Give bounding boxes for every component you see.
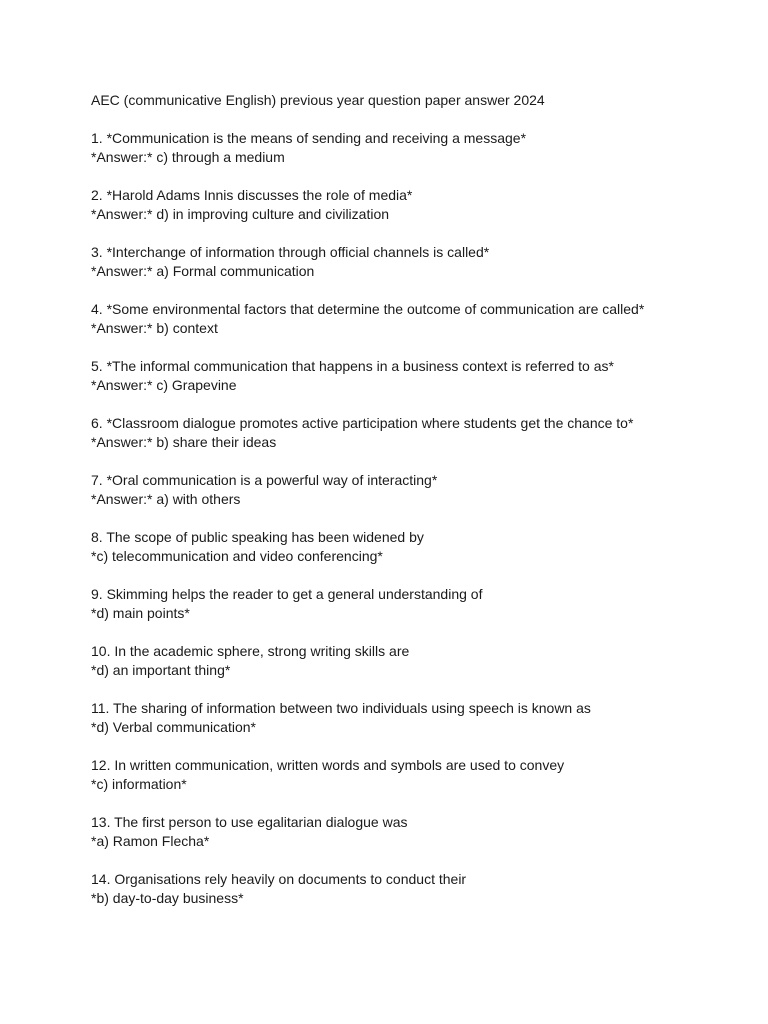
- question-text: 11. The sharing of information between two individuals using speech is known as: [91, 700, 591, 716]
- qa-item: [91, 357, 728, 395]
- question-text: 12. In written communication, written words and symbols are used to convey: [91, 757, 565, 773]
- qa-item: [91, 300, 728, 338]
- answer-text: *c) information*: [91, 776, 187, 792]
- qa-item: [91, 528, 728, 566]
- answer-text: *Answer:* a) Formal communication: [91, 263, 315, 279]
- answer-text: *Answer:* b) share their ideas: [91, 434, 277, 450]
- answer-text: *d) Verbal communication*: [91, 719, 256, 735]
- answer-text: *c) telecommunication and video conferencing*: [91, 548, 383, 564]
- document-page: [91, 91, 728, 927]
- question-text: 13. The first person to use egalitarian dialogue was: [91, 814, 408, 830]
- qa-item: [91, 243, 728, 281]
- question-text: 10. In the academic sphere, strong writing skills are: [91, 643, 410, 659]
- answer-text: *Answer:* d) in improving culture and civilization: [91, 206, 390, 222]
- question-text: 4. *Some environmental factors that determine the outcome of communication are called*: [91, 301, 645, 317]
- answer-text: *Answer:* a) with others: [91, 491, 241, 507]
- document-title: AEC (communicative English) previous year question paper answer 2024: [91, 92, 545, 108]
- answer-text: *d) an important thing*: [91, 662, 231, 678]
- answer-text: *Answer:* c) through a medium: [91, 149, 285, 165]
- answer-text: *Answer:* b) context: [91, 320, 218, 336]
- question-text: 14. Organisations rely heavily on documents to conduct their: [91, 871, 467, 887]
- answer-text: *Answer:* c) Grapevine: [91, 377, 237, 393]
- answer-text: *a) Ramon Flecha*: [91, 833, 210, 849]
- qa-item: [91, 414, 728, 452]
- question-text: 1. *Communication is the means of sending and receiving a message*: [91, 130, 527, 146]
- question-text: 8. The scope of public speaking has been widened by: [91, 529, 424, 545]
- question-text: 9. Skimming helps the reader to get a general understanding of: [91, 586, 483, 602]
- question-text: 7. *Oral communication is a powerful way of interacting*: [91, 472, 438, 488]
- qa-item: [91, 471, 728, 509]
- qa-item: [91, 699, 728, 737]
- answer-text: *d) main points*: [91, 605, 190, 621]
- answer-text: *b) day-to-day business*: [91, 890, 244, 906]
- qa-item: [91, 813, 728, 851]
- qa-item: [91, 186, 728, 224]
- qa-item: [91, 642, 728, 680]
- qa-item: [91, 756, 728, 794]
- question-text: 2. *Harold Adams Innis discusses the role of media*: [91, 187, 413, 203]
- qa-item: [91, 585, 728, 623]
- qa-item: [91, 870, 728, 908]
- question-text: 5. *The informal communication that happens in a business context is referred to as*: [91, 358, 614, 374]
- qa-item: [91, 129, 728, 167]
- question-text: 3. *Interchange of information through official channels is called*: [91, 244, 490, 260]
- question-text: 6. *Classroom dialogue promotes active participation where students get the chance to*: [91, 415, 634, 431]
